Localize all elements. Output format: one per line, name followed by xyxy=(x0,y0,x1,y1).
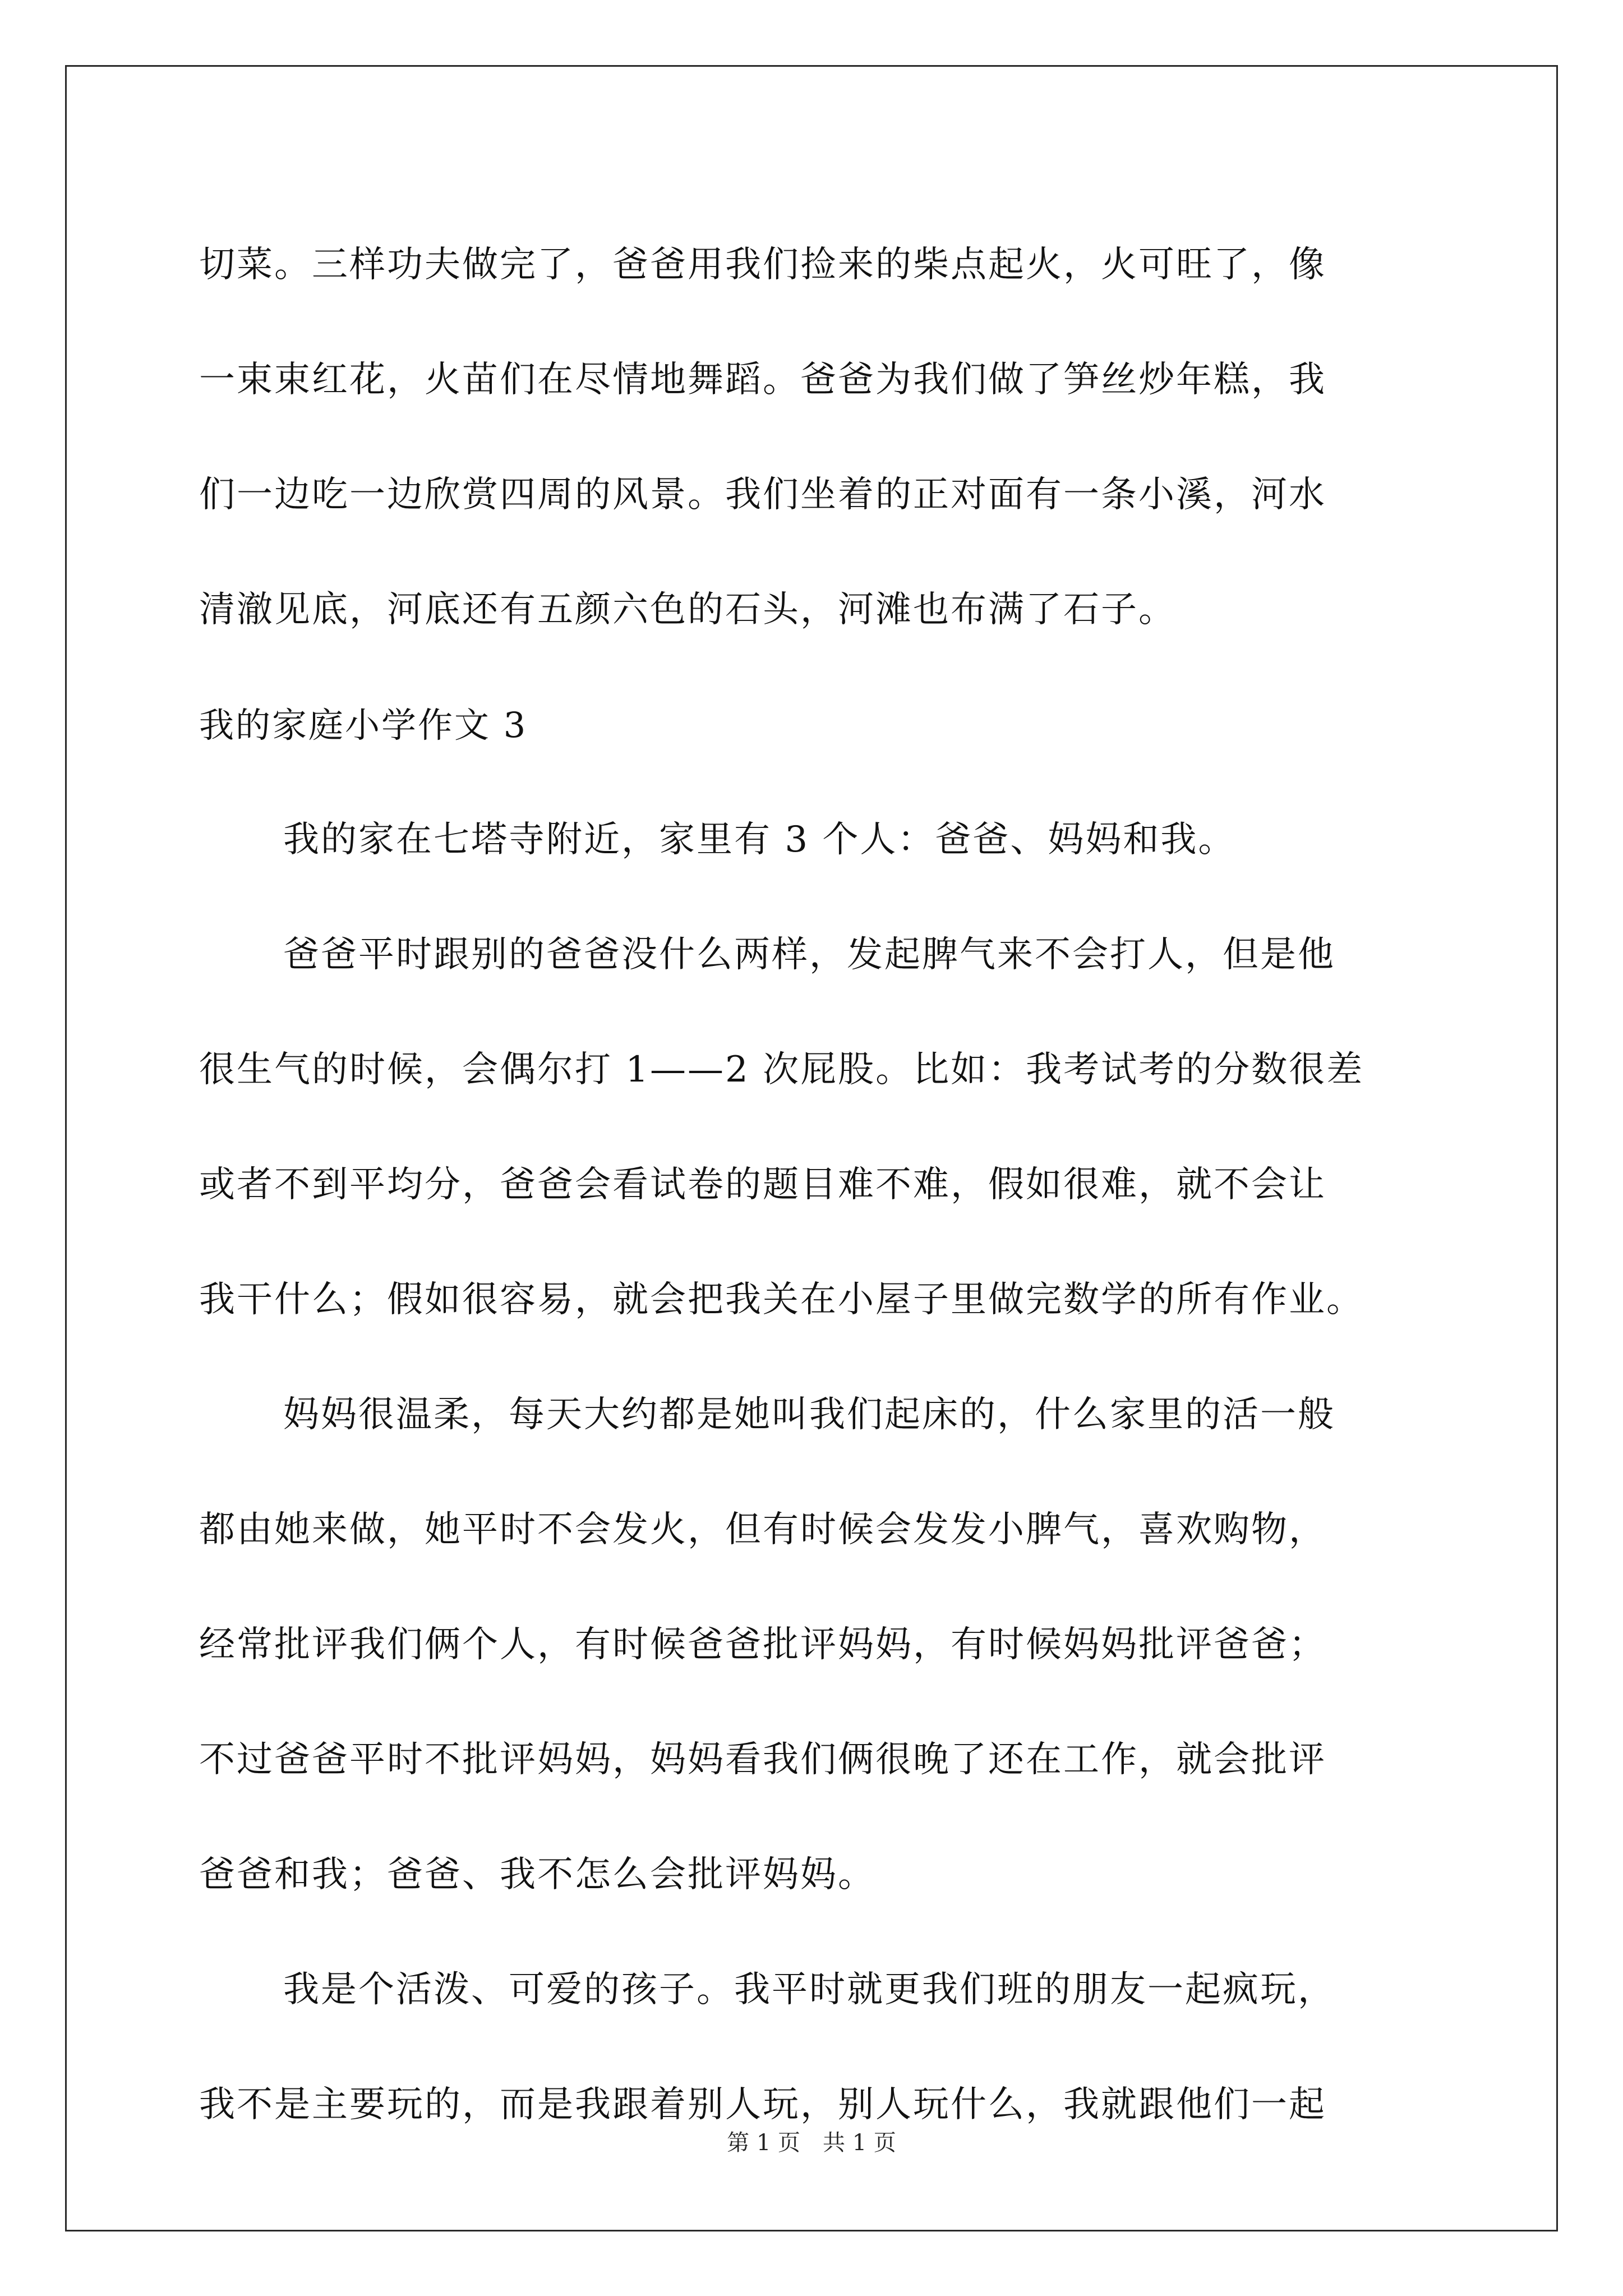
text-line: 经常批评我们俩个人，有时候爸爸批评妈妈，有时候妈妈批评爸爸； xyxy=(199,1624,1326,1665)
text-line: 我干什么；假如很容易，就会把我关在小屋子里做完数学的所有作业。 xyxy=(199,1279,1364,1320)
text-line: 都由她来做，她平时不会发火，但有时候会发发小脾气，喜欢购物， xyxy=(199,1509,1326,1550)
page-number: 第 1 页 共 1 页 xyxy=(727,2130,896,2156)
text-line: 我的家在七塔寺附近，家里有 3 个人：爸爸、妈妈和我。 xyxy=(283,819,1236,861)
text-line: 爸爸平时跟别的爸爸没什么两样，发起脾气来不会打人，但是他 xyxy=(283,934,1335,976)
text-line: 爸爸和我；爸爸、我不怎么会批评妈妈。 xyxy=(199,1854,875,1895)
text-line: 或者不到平均分，爸爸会看试卷的题目难不难，假如很难，就不会让 xyxy=(199,1164,1326,1205)
text-line: 很生气的时候，会偶尔打 1——2 次屁股。比如：我考试考的分数很差 xyxy=(199,1049,1364,1091)
page-footer xyxy=(0,2126,1623,2160)
text-line: 一束束红花，火苗们在尽情地舞蹈。爸爸为我们做了笋丝炒年糕，我 xyxy=(199,359,1326,401)
text-line: 我是个活泼、可爱的孩子。我平时就更我们班的朋友一起疯玩， xyxy=(283,1969,1335,2010)
text-line: 们一边吃一边欣赏四周的风景。我们坐着的正对面有一条小溪，河水 xyxy=(199,474,1326,516)
section-heading: 我的家庭小学作文 3 xyxy=(199,705,528,746)
text-line: 不过爸爸平时不批评妈妈，妈妈看我们俩很晚了还在工作，就会批评 xyxy=(199,1739,1326,1780)
text-line: 切菜。三样功夫做完了，爸爸用我们捡来的柴点起火，火可旺了，像 xyxy=(199,244,1326,286)
text-line: 我不是主要玩的，而是我跟着别人玩，别人玩什么，我就跟他们一起 xyxy=(199,2084,1326,2125)
text-line: 清澈见底，河底还有五颜六色的石头，河滩也布满了石子。 xyxy=(199,589,1176,631)
document-body xyxy=(199,208,1438,2162)
text-line: 妈妈很温柔，每天大约都是她叫我们起床的，什么家里的活一般 xyxy=(283,1394,1335,1435)
